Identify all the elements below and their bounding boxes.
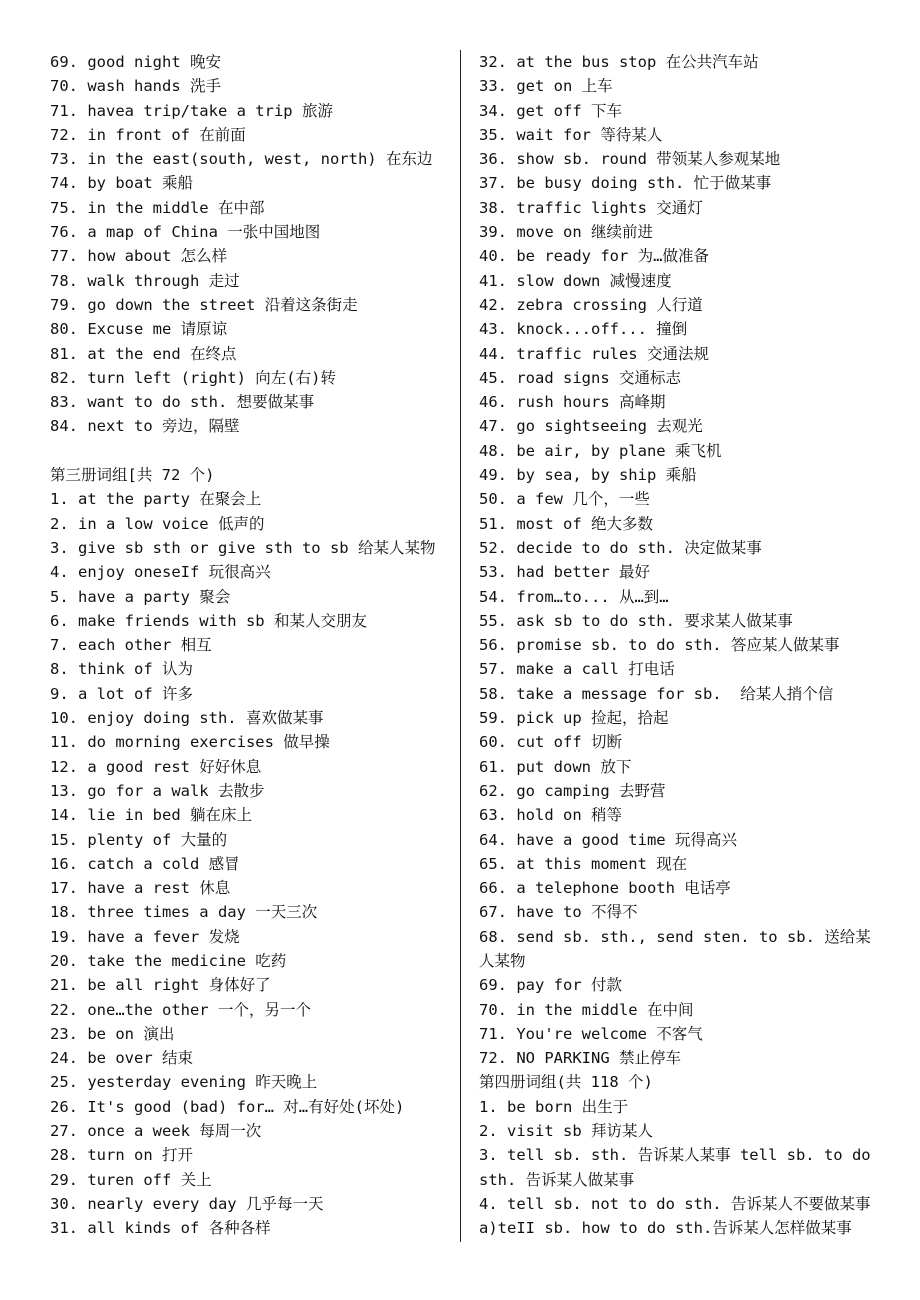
phrase-item: 72. in front of 在前面 — [50, 125, 246, 144]
phrase-item: 73. in the east(south, west, north) 在东边 — [50, 150, 433, 169]
phrase-item: 44. traffic rules 交通法规 — [479, 344, 709, 363]
phrase-item: 25. yesterday evening 昨天晚上 — [50, 1073, 318, 1092]
phrase-item: 83. want to do sth. 想要做某事 — [50, 393, 315, 412]
phrase-item: 15. plenty of 大量的 — [50, 830, 228, 849]
phrase-item: 18. three times a day 一天三次 — [50, 903, 318, 922]
phrase-item: 70. wash hands 洗手 — [50, 77, 221, 96]
phrase-item: 23. be on 演出 — [50, 1024, 175, 1043]
phrase-item: 29. turen off 关上 — [50, 1170, 212, 1189]
phrase-item: 4. tell sb. not to do sth. 告诉某人不要做某事 — [479, 1194, 871, 1213]
section-gap — [50, 439, 455, 463]
phrase-item: 6. make friends with sb 和某人交朋友 — [50, 611, 367, 630]
phrase-item: 8. think of 认为 — [50, 660, 193, 679]
phrase-item: 69. good night 晚安 — [50, 53, 221, 71]
phrase-item: 12. a good rest 好好休息 — [50, 757, 262, 776]
phrase-item: 82. turn left (right) 向左(右)转 — [50, 368, 336, 387]
right-column — [479, 50, 879, 1241]
phrase-item: 68. send sb. sth., send sten. to sb. 送给某人某物 — [479, 927, 871, 970]
phrase-item: 67. have to 不得不 — [479, 903, 638, 922]
phrase-item: 35. wait for 等待某人 — [479, 125, 663, 144]
phrase-item: 30. nearly every day 几乎每一天 — [50, 1194, 324, 1213]
phrase-item: 5. have a party 聚会 — [50, 587, 231, 606]
phrase-item: 52. decide to do sth. 决定做某事 — [479, 538, 762, 557]
phrase-item: 22. one…the other 一个，另一个 — [50, 1000, 311, 1019]
phrase-item: 74. by boat 乘船 — [50, 174, 193, 193]
phrase-item: 76. a map of China 一张中国地图 — [50, 223, 321, 242]
phrase-item: 24. be over 结束 — [50, 1049, 193, 1068]
phrase-item: 39. move on 继续前进 — [479, 223, 653, 242]
phrase-item: 31. all kinds of 各种各样 — [50, 1219, 271, 1238]
phrase-item: 27. once a week 每周一次 — [50, 1122, 262, 1141]
phrase-item: 59. pick up 捡起，拾起 — [479, 709, 669, 728]
phrase-item: 71. You're welcome 不客气 — [479, 1024, 703, 1043]
phrase-item: 1. be born 出生于 — [479, 1097, 629, 1116]
column-divider — [460, 50, 461, 1242]
phrase-item: 41. slow down 减慢速度 — [479, 271, 672, 290]
phrase-item: 37. be busy doing sth. 忙于做某事 — [479, 174, 772, 193]
phrase-item: 20. take the medicine 吃药 — [50, 951, 287, 970]
book3-heading: 第三册词组[共 72 个) — [50, 466, 215, 485]
phrase-item: 42. zebra crossing 人行道 — [479, 295, 703, 314]
phrase-item: 63. hold on 稍等 — [479, 806, 622, 825]
phrase-item: 32. at the bus stop 在公共汽车站 — [479, 53, 759, 71]
phrase-item: 80. Excuse me 请原谅 — [50, 320, 228, 339]
phrase-item: 21. be all right 身体好了 — [50, 976, 271, 995]
phrase-item: 19. have a fever 发烧 — [50, 927, 240, 946]
phrase-item: 16. catch a cold 感冒 — [50, 854, 240, 873]
phrase-item: 40. be ready for 为…做准备 — [479, 247, 709, 266]
phrase-item: 45. road signs 交通标志 — [479, 368, 681, 387]
phrase-item: 49. by sea, by ship 乘船 — [479, 466, 697, 485]
phrase-item: 50. a few 几个，一些 — [479, 490, 650, 509]
phrase-item: 14. lie in bed 躺在床上 — [50, 806, 252, 825]
phrase-item: 11. do morning exercises 做早操 — [50, 733, 330, 752]
phrase-list-a — [50, 50, 455, 439]
phrase-item: 7. each other 相互 — [50, 636, 212, 655]
phrase-item: 75. in the middle 在中部 — [50, 198, 265, 217]
phrase-item: 47. go sightseeing 去观光 — [479, 417, 703, 436]
phrase-item: 56. promise sb. to do sth. 答应某人做某事 — [479, 636, 840, 655]
book4-heading: 第四册词组(共 118 个) — [479, 1073, 653, 1092]
phrase-item: 33. get on 上车 — [479, 77, 613, 96]
book4-phrase-list — [479, 1095, 879, 1241]
phrase-item: 2. visit sb 拜访某人 — [479, 1122, 653, 1141]
phrase-item: 62. go camping 去野营 — [479, 781, 666, 800]
phrase-item: 66. a telephone booth 电话亭 — [479, 879, 731, 898]
phrase-item: 79. go down the street 沿着这条街走 — [50, 295, 358, 314]
phrase-item: 46. rush hours 高峰期 — [479, 393, 666, 412]
phrase-item: 81. at the end 在终点 — [50, 344, 237, 363]
phrase-item: 72. NO PARKING 禁止停车 — [479, 1049, 681, 1068]
phrase-item: 53. had better 最好 — [479, 563, 650, 582]
phrase-item: 55. ask sb to do sth. 要求某人做某事 — [479, 611, 793, 630]
phrase-item: 3. give sb sth or give sth to sb 给某人某物 — [50, 538, 436, 557]
phrase-item: 64. have a good time 玩得高兴 — [479, 830, 737, 849]
phrase-item: a)teII sb. how to do sth.告诉某人怎样做某事 — [479, 1219, 852, 1238]
phrase-item: 57. make a call 打电话 — [479, 660, 675, 679]
phrase-item: 28. turn on 打开 — [50, 1146, 193, 1165]
phrase-item: 2. in a low voice 低声的 — [50, 514, 265, 533]
phrase-item: 10. enjoy doing sth. 喜欢做某事 — [50, 709, 324, 728]
phrase-item: 38. traffic lights 交通灯 — [479, 198, 703, 217]
phrase-item: 60. cut off 切断 — [479, 733, 622, 752]
left-column — [50, 50, 455, 1241]
phrase-item: 43. knock...off... 撞倒 — [479, 320, 688, 339]
phrase-item: 78. walk through 走过 — [50, 271, 240, 290]
phrase-item: 51. most of 绝大多数 — [479, 514, 653, 533]
phrase-item: 58. take a message for sb. 给某人捎个信 — [479, 684, 834, 703]
phrase-item: 17. have a rest 休息 — [50, 879, 231, 898]
phrase-item: 69. pay for 付款 — [479, 976, 622, 995]
phrase-item: 1. at the party 在聚会上 — [50, 490, 262, 509]
book3-phrase-list — [50, 487, 455, 1240]
book3-phrase-list-continued — [479, 50, 879, 1070]
phrase-item: 65. at this moment 现在 — [479, 854, 688, 873]
phrase-item: 3. tell sb. sth. 告诉某人某事 tell sb. to do sth. 告诉某人做某事 — [479, 1146, 880, 1189]
phrase-item: 26. It's good (bad) for… 对…有好处(坏处) — [50, 1097, 405, 1116]
phrase-item: 34. get off 下车 — [479, 101, 622, 120]
phrase-item: 9. a lot of 许多 — [50, 684, 193, 703]
phrase-item: 54. from…to... 从…到… — [479, 587, 669, 606]
phrase-item: 61. put down 放下 — [479, 757, 632, 776]
phrase-item: 48. be air, by plane 乘飞机 — [479, 441, 722, 460]
phrase-item: 84. next to 旁边，隔壁 — [50, 417, 240, 436]
phrase-item: 70. in the middle 在中间 — [479, 1000, 694, 1019]
phrase-item: 77. how about 怎么样 — [50, 247, 228, 266]
phrase-item: 4. enjoy oneseIf 玩很高兴 — [50, 563, 271, 582]
phrase-item: 13. go for a walk 去散步 — [50, 781, 265, 800]
phrase-item: 71. havea trip/take a trip 旅游 — [50, 101, 333, 120]
phrase-item: 36. show sb. round 带领某人参观某地 — [479, 150, 781, 169]
